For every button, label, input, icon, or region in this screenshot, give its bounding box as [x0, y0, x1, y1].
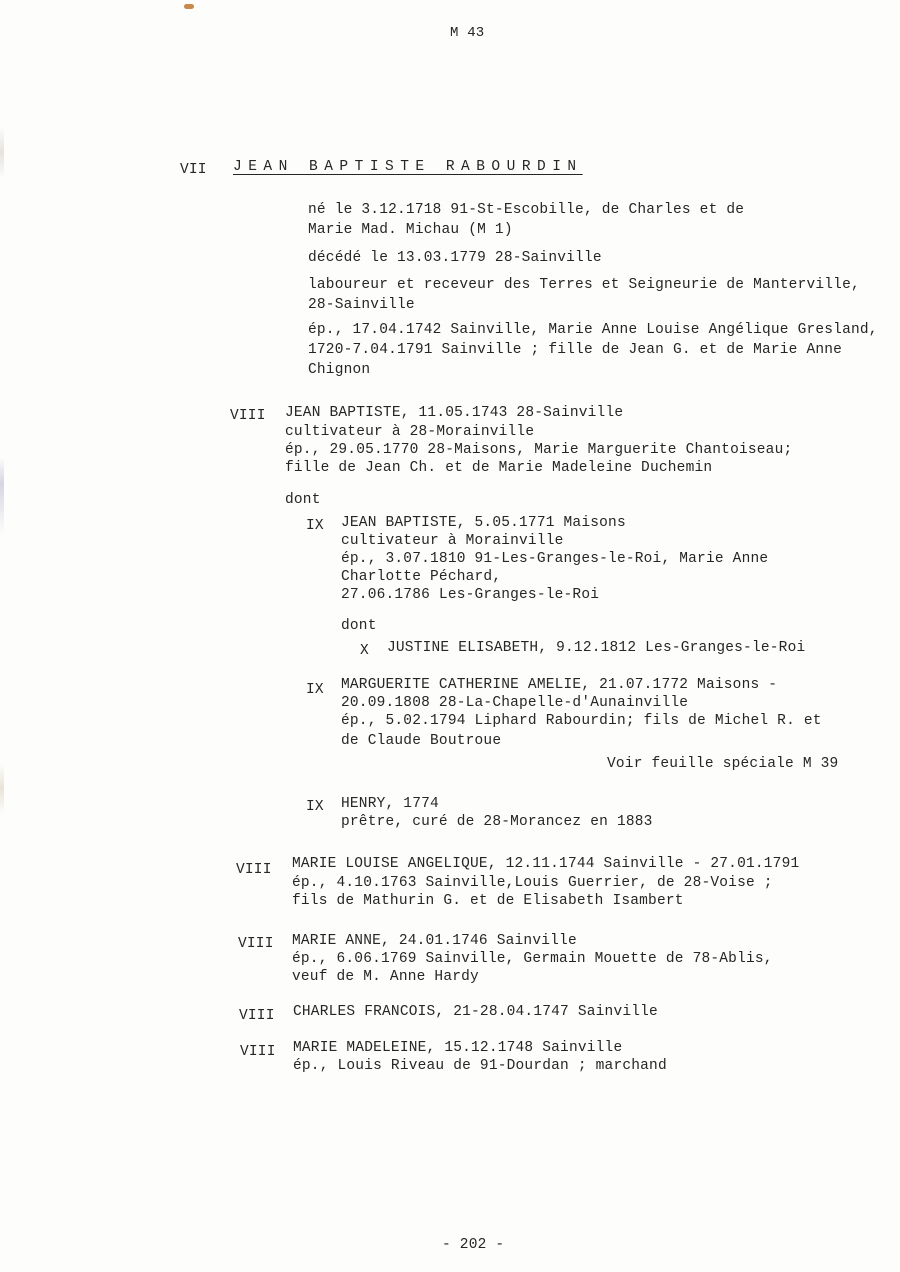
child-detail-line: fils de Mathurin G. et de Elisabeth Isambert	[292, 893, 684, 909]
grandchild-detail-line: de Claude Boutroue	[341, 733, 502, 749]
child-detail-line: ép., Louis Riveau de 91-Dourdan ; marchand	[293, 1058, 667, 1074]
marriage-line-end: Chignon	[308, 362, 371, 378]
grandchild-detail-line: 27.06.1786 Les-Granges-le-Roi	[341, 587, 600, 603]
occupation-line: laboureur et receveur des Terres et Seigneurie de Manterville,	[308, 277, 860, 293]
child-detail-line: ép., 29.05.1770 28-Maisons, Marie Marguerite Chantoiseau;	[285, 442, 793, 458]
ink-spot	[184, 4, 194, 9]
generation-label: VIII	[236, 862, 272, 878]
generation-label: IX	[306, 682, 324, 698]
birth-line: né le 3.12.1718 91-St-Escobille, de Charles et de	[308, 202, 745, 218]
child-name-line: MARIE ANNE, 24.01.1746 Sainville	[292, 933, 577, 949]
grandchild-name-line: MARGUERITE CATHERINE AMELIE, 21.07.1772 Maisons -	[341, 677, 778, 693]
grandchild-detail-line: Charlotte Péchard,	[341, 569, 502, 585]
generation-label: VIII	[238, 936, 274, 952]
generation-label: IX	[306, 518, 324, 534]
child-detail-line: veuf de M. Anne Hardy	[292, 969, 479, 985]
sheet-reference: M 43	[450, 25, 485, 41]
child-name-line: JEAN BAPTISTE, 11.05.1743 28-Sainville	[285, 405, 624, 421]
grandchild-detail-line: prêtre, curé de 28-Morancez en 1883	[341, 814, 653, 830]
generation-label: VII	[180, 162, 207, 178]
grandchild-detail-line: cultivateur à Morainville	[341, 533, 564, 549]
grandchild-name-line: HENRY, 1774	[341, 796, 439, 812]
generation-label: IX	[306, 799, 324, 815]
grandchild-detail-line: 20.09.1808 28-La-Chapelle-d'Aunainville	[341, 695, 689, 711]
reference-note: Voir feuille spéciale M 39	[607, 756, 839, 772]
grandchild-detail-line: ép., 3.07.1810 91-Les-Granges-le-Roi, Marie Anne	[341, 551, 769, 567]
main-person-name: JEAN BAPTISTE RABOURDIN	[233, 159, 583, 175]
child-name-line: MARIE LOUISE ANGELIQUE, 12.11.1744 Sainville - 27.01.1791	[292, 856, 800, 872]
grandchild-detail-line: ép., 5.02.1794 Liphard Rabourdin; fils de Michel R. et	[341, 713, 822, 729]
page-number: - 202 -	[442, 1237, 505, 1253]
birth-line-cont: Marie Mad. Michau (M 1)	[308, 222, 513, 238]
dont-label: dont	[341, 618, 377, 634]
scan-edge	[0, 0, 4, 1272]
child-name-line: MARIE MADELEINE, 15.12.1748 Sainville	[293, 1040, 623, 1056]
child-name-line: CHARLES FRANCOIS, 21-28.04.1747 Sainville	[293, 1004, 658, 1020]
generation-label: VIII	[240, 1044, 276, 1060]
death-line: décédé le 13.03.1779 28-Sainville	[308, 250, 602, 266]
child-detail-line: fille de Jean Ch. et de Marie Madeleine Duchemin	[285, 460, 713, 476]
generation-label: X	[360, 643, 369, 659]
great-grandchild-line: JUSTINE ELISABETH, 9.12.1812 Les-Granges-le-Roi	[387, 640, 806, 656]
marriage-line: ép., 17.04.1742 Sainville, Marie Anne Louise Angélique Gresland,	[308, 322, 878, 338]
occupation-line-cont: 28-Sainville	[308, 297, 415, 313]
generation-label: VIII	[239, 1008, 275, 1024]
marriage-line-cont: 1720-7.04.1791 Sainville ; fille de Jean G. et de Marie Anne	[308, 342, 843, 358]
child-detail-line: ép., 6.06.1769 Sainville, Germain Mouette de 78-Ablis,	[292, 951, 773, 967]
dont-label: dont	[285, 492, 321, 508]
grandchild-name-line: JEAN BAPTISTE, 5.05.1771 Maisons	[341, 515, 626, 531]
generation-label: VIII	[230, 408, 266, 424]
child-detail-line: cultivateur à 28-Morainville	[285, 424, 535, 440]
child-detail-line: ép., 4.10.1763 Sainville,Louis Guerrier, de 28-Voise ;	[292, 875, 773, 891]
